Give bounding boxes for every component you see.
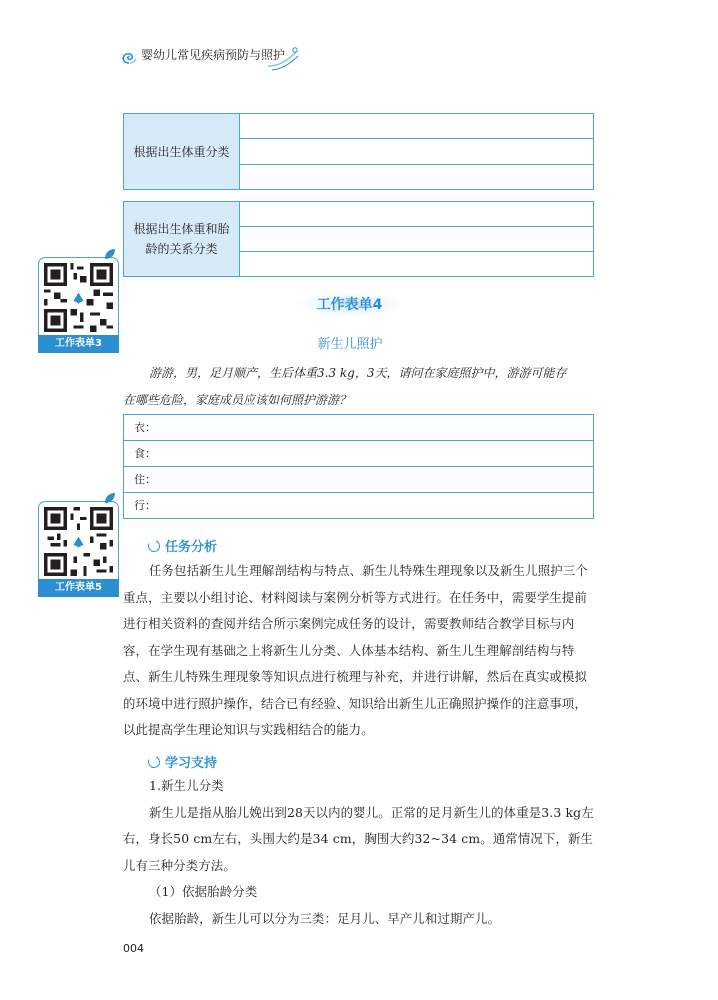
- sub-item-title: （1）依据胎龄分类: [149, 884, 258, 899]
- ring-icon: [146, 754, 161, 769]
- leaf-icon: [104, 248, 116, 260]
- table-label: 根据出生体重分类: [124, 114, 240, 189]
- book-title: 婴幼儿常见疾病预防与照护: [141, 48, 286, 62]
- heading-text: 学习支持: [165, 756, 218, 771]
- learning-support-heading: [148, 752, 217, 771]
- worksheet-subtitle: 新生儿照护: [317, 337, 383, 352]
- learning-support-body: [123, 773, 595, 932]
- qr-card-worksheet-3[interactable]: [38, 257, 119, 353]
- paragraph: 新生儿是指从胎儿娩出到28天以内的婴儿。正常的足月新生儿的体重是3.3 kg左右，身长50 cm左右，头围大约是34 cm，胸围大约32~34 cm。通常情况下，新生儿有三种分类方法。: [123, 804, 594, 873]
- ring-icon: [146, 538, 161, 553]
- table-label: 根据出生体重和胎龄的关系分类: [124, 202, 240, 276]
- table-row: [240, 165, 593, 189]
- header-swoosh-decoration: [268, 44, 300, 74]
- spiral-logo-icon: [121, 51, 137, 65]
- qr-code-icon: [44, 507, 113, 576]
- classification-table-by-weight: [123, 113, 594, 190]
- qr-label: 工作表单5: [38, 579, 119, 597]
- page-number: 004: [123, 942, 144, 955]
- care-row-clothing[interactable]: 衣：: [124, 415, 593, 441]
- task-analysis-body: [123, 558, 595, 744]
- qr-card-worksheet-5[interactable]: [38, 501, 119, 597]
- heading-text: 任务分析: [165, 540, 218, 555]
- case-line: 在哪些危险，家庭成员应该如何照护游游？: [123, 393, 352, 407]
- care-table: [123, 414, 594, 519]
- case-line: 游游，男，足月顺产，生后体重3.3 kg，3天，请问在家庭照护中，游游可能存: [149, 366, 567, 380]
- worksheet-title: 工作表单4: [316, 297, 383, 313]
- care-row-travel[interactable]: 行：: [134, 499, 156, 512]
- leaf-icon: [104, 492, 116, 504]
- table-row: [240, 139, 593, 164]
- table-row: [240, 114, 593, 139]
- paragraph: 依据胎龄，新生儿可以分为三类：足月儿、早产儿和过期产儿。: [149, 910, 501, 926]
- paragraph: 任务包括新生儿生理解剖结构与特点、新生儿特殊生理现象以及新生儿照护三个重点，主要以小组讨论、材料阅读与案例分析等方式进行。在任务中，需要学生提前进行相关资料的查阅并结合所示案例完成任务的设计，需要教师结合教学目标与内容，在学生现有基础之上将新生儿分类、人体基本结构、新生儿生理解剖结构与特点、新生儿特殊生理现象等知识点进行梳理与补充，并进行讲解，然后在真实或模拟的环境中进行照护操作，结合已有经验、知识给出新生儿正确照护操作的注意事项，以此提高学生理论知识与实践相结合的能力。: [123, 563, 588, 737]
- care-row-housing[interactable]: 住：: [124, 467, 593, 493]
- qr-code-icon: [44, 263, 113, 332]
- table-row: [240, 202, 593, 227]
- qr-label: 工作表单3: [38, 335, 119, 353]
- section-item-title: 1.新生儿分类: [149, 778, 224, 793]
- classification-table-by-weight-gestation: [123, 201, 594, 277]
- task-analysis-heading: [148, 536, 217, 555]
- table-row: [240, 227, 593, 252]
- care-row-food[interactable]: 食：: [124, 441, 593, 467]
- table-row: [240, 252, 593, 276]
- case-description: [123, 360, 595, 414]
